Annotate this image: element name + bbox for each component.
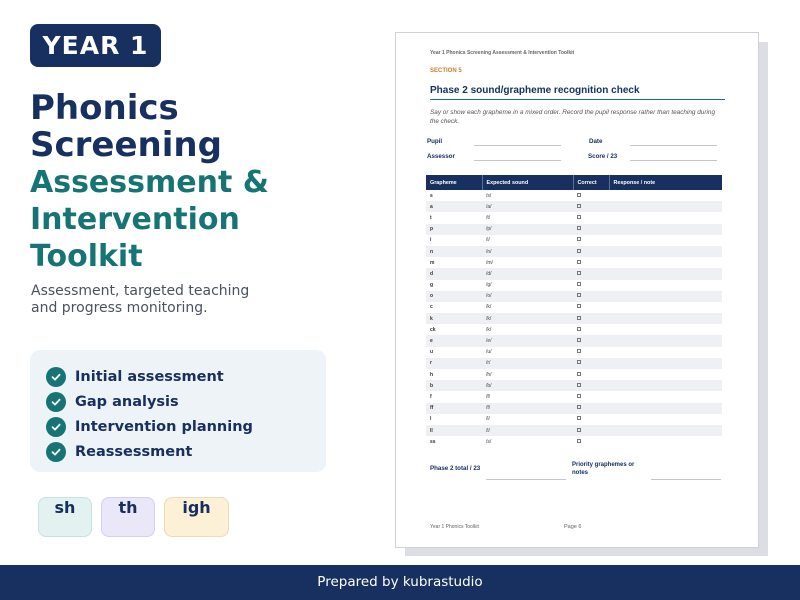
table-row [426,358,722,369]
correct-cell [573,335,609,346]
checkbox-icon [577,394,581,398]
correct-cell [573,369,609,380]
checkbox-icon [577,204,581,208]
feature-card [30,350,326,472]
title-line-2: Screening [30,125,222,165]
grapheme-chip-igh: igh [164,497,229,537]
correct-cell [573,257,609,268]
assessor-field-line [474,160,561,161]
table-row [426,403,722,414]
expected-sound-cell: /l/ [482,425,573,436]
subtitle-line-1: Assessment, targeted teaching [31,283,250,299]
document-heading: Phase 2 sound/grapheme recognition check [430,85,725,100]
grapheme-cell: ll [426,425,482,436]
grapheme-cell: l [430,416,432,423]
correct-cell [573,302,609,313]
response-note-cell [609,358,722,369]
grapheme-cell: ss [430,438,436,445]
correct-cell [573,235,609,246]
correct-cell [573,280,609,291]
table-row [426,268,722,279]
assessor-field-label: Assessor [427,153,455,160]
table-header-row [426,175,722,190]
table-row [426,212,722,223]
check-circle-icon [46,442,66,462]
checkbox-icon [577,293,581,297]
expected-sound-cell: /i/ [486,237,490,244]
expected-sound-cell: /t/ [486,214,491,221]
feature-item [46,414,326,439]
correct-cell [573,246,609,257]
correct-cell [573,201,609,212]
grapheme-table [426,175,722,447]
expected-sound-cell: /r/ [482,358,573,369]
expected-sound-cell: /f/ [486,393,491,400]
response-note-cell [609,313,722,324]
feature-label: Intervention planning [75,418,253,435]
table-row [426,414,722,425]
table-row [426,302,722,313]
title-line-4: Intervention [30,202,240,237]
check-circle-icon [46,392,66,412]
response-note-cell [609,190,722,201]
pupil-field-label: Pupil [427,138,443,145]
response-note-cell [609,201,722,212]
grapheme-cell: ff [426,403,482,414]
title-line-3: Assessment & [30,165,269,200]
table-row [426,369,722,380]
title-line-5: Toolkit [30,239,143,274]
correct-cell [573,224,609,235]
grapheme-cell: g [430,282,434,289]
checkbox-icon [577,405,581,409]
checkbox-icon [577,193,581,197]
title-line-1: Phonics [30,88,179,128]
page-number: 6 [578,524,582,530]
table-row [426,224,722,235]
response-note-cell [609,268,722,279]
document-page-number [564,524,581,530]
table-row [426,425,722,436]
correct-cell [573,347,609,358]
table-row [426,201,722,212]
grapheme-cell: e [426,335,482,346]
correct-cell [573,403,609,414]
expected-sound-cell: /n/ [482,246,573,257]
expected-sound-cell: /g/ [486,282,492,289]
feature-label: Initial assessment [75,368,224,385]
table-row [426,324,722,335]
score-field-label: Score / 23 [588,153,618,160]
response-note-cell [609,280,722,291]
grapheme-cell: u [430,349,434,356]
checkbox-icon [577,383,581,387]
table-row [426,335,722,346]
checkbox-icon [577,439,581,443]
response-note-cell [609,380,722,391]
correct-cell [573,190,609,201]
feature-item [46,439,326,464]
subtitle-line-2: and progress monitoring. [31,300,208,316]
grapheme-cell: c [430,304,433,311]
table-row [426,313,722,324]
response-note-cell [609,403,722,414]
grapheme-cell: b [426,380,482,391]
grapheme-cell: ck [430,326,436,333]
correct-cell [573,436,609,447]
grapheme-chip-sh: sh [38,497,92,537]
check-circle-icon [46,367,66,387]
check-circle-icon [46,417,66,437]
feature-item [46,389,326,414]
grapheme-cell: m [430,259,435,266]
expected-sound-cell: /f/ [482,403,573,414]
response-note-cell [609,235,722,246]
table-row [426,235,722,246]
response-note-cell [609,391,722,402]
correct-cell [573,212,609,223]
correct-cell [573,324,609,335]
document-preview [395,32,759,548]
table-row [426,291,722,302]
response-note-cell [609,246,722,257]
response-note-cell [609,436,722,447]
feature-label: Reassessment [75,443,193,460]
response-note-cell [609,324,722,335]
response-note-cell [609,302,722,313]
response-note-cell [609,224,722,235]
date-field-label: Date [589,138,603,145]
checkbox-icon [577,260,581,264]
correct-cell [573,425,609,436]
grapheme-cell: k [426,313,482,324]
expected-sound-cell: /b/ [482,380,573,391]
document-header: Year 1 Phonics Screening Assessment & Intervention Toolkit [430,50,575,56]
table-row [426,190,722,201]
grapheme-cell: p [426,224,482,235]
table-row [426,380,722,391]
expected-sound-cell: /s/ [486,438,492,445]
phase-total-line [486,479,566,480]
response-note-cell [609,257,722,268]
checkbox-icon [577,316,581,320]
checkbox-icon [577,372,581,376]
checkbox-icon [577,282,581,286]
grapheme-cell: h [430,371,434,378]
score-field-line [630,160,717,161]
grapheme-cell: t [430,214,432,221]
page-title [30,90,350,275]
footer-credit: Prepared by kubrastudio [0,565,800,600]
checkbox-icon [577,416,581,420]
grapheme-cell: f [430,393,432,400]
expected-sound-cell: /s/ [486,192,492,199]
expected-sound-cell: /m/ [486,259,493,266]
checkbox-icon [577,327,581,331]
expected-sound-cell: /e/ [482,335,573,346]
correct-cell [573,414,609,425]
expected-sound-cell: /a/ [482,201,573,212]
response-note-cell [609,291,722,302]
grapheme-cell: s [430,192,433,199]
table-row [426,347,722,358]
grapheme-chip-th: th [101,497,155,537]
table-row [426,280,722,291]
expected-sound-cell: /k/ [482,313,573,324]
pupil-field-line [474,145,561,146]
document-section-label: SECTION 5 [430,68,462,74]
expected-sound-cell: /o/ [482,291,573,302]
response-note-cell [609,212,722,223]
grapheme-cell: r [426,358,482,369]
column-header-expected-sound: Expected sound [482,175,573,190]
response-note-cell [609,425,722,436]
table-row [426,257,722,268]
expected-sound-cell: /p/ [482,224,573,235]
expected-sound-cell: /l/ [486,416,490,423]
expected-sound-cell: /h/ [486,371,492,378]
checkbox-icon [577,215,581,219]
table-row [426,436,722,447]
response-note-cell [609,335,722,346]
checkbox-icon [577,249,581,253]
expected-sound-cell: /d/ [482,268,573,279]
response-note-cell [609,347,722,358]
grapheme-cell: n [426,246,482,257]
checkbox-icon [577,428,581,432]
checkbox-icon [577,271,581,275]
expected-sound-cell: /u/ [486,349,492,356]
grapheme-cell: o [426,291,482,302]
priority-notes-line [651,479,721,480]
grapheme-cell: i [430,237,432,244]
checkbox-icon [577,338,581,342]
correct-cell [573,358,609,369]
table-row [426,391,722,402]
grapheme-cell: d [426,268,482,279]
table-row [426,246,722,257]
correct-cell [573,313,609,324]
date-field-line [630,145,717,146]
column-header-correct: Correct [573,175,609,190]
column-header-grapheme: Grapheme [426,175,482,190]
feature-item [46,364,326,389]
page-label: Page [564,524,577,530]
grapheme-cell: a [426,201,482,212]
correct-cell [573,291,609,302]
checkbox-icon [577,237,581,241]
correct-cell [573,391,609,402]
response-note-cell [609,369,722,380]
expected-sound-cell: /k/ [486,326,492,333]
column-header-response: Response / note [609,175,722,190]
checkbox-icon [577,360,581,364]
phase-total-label: Phase 2 total / 23 [430,465,481,472]
subtitle [31,283,291,317]
feature-label: Gap analysis [75,393,179,410]
response-note-cell [609,414,722,425]
expected-sound-cell: /k/ [486,304,492,311]
checkbox-icon [577,304,581,308]
document-instructions: Say or show each grapheme in a mixed order. Record the pupil response rather than teaching during the check. [430,109,716,125]
document-footer-left: Year 1 Phonics Toolkit [430,524,479,530]
correct-cell [573,268,609,279]
priority-notes-label: Priority graphemes or notes [572,462,635,476]
checkbox-icon [577,349,581,353]
year-badge: YEAR 1 [30,24,161,67]
checkbox-icon [577,226,581,230]
correct-cell [573,380,609,391]
